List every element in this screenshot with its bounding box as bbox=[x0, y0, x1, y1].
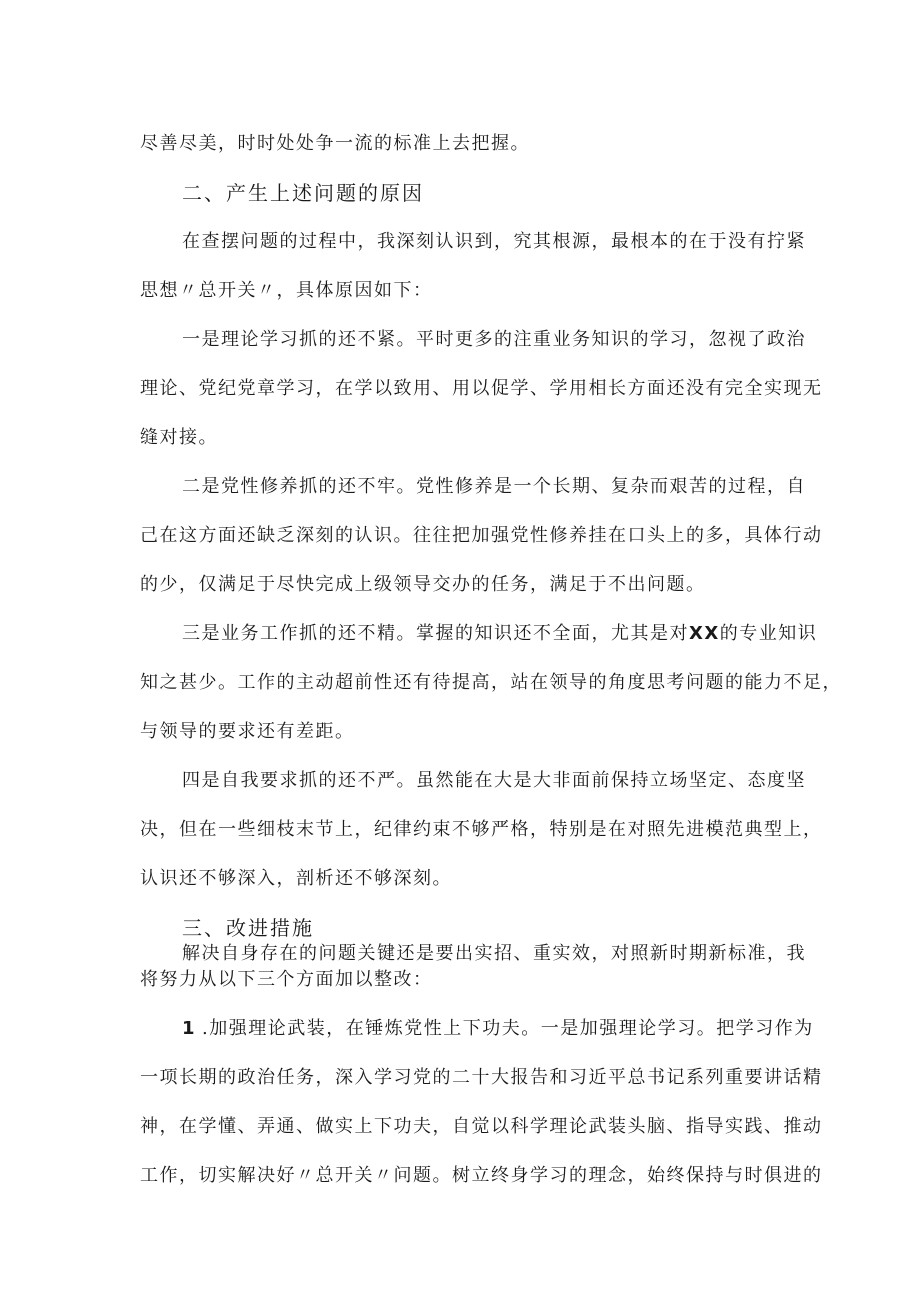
paragraph-line: 与领导的要求还有差距。 bbox=[140, 721, 355, 742]
paragraph-line-item-1 bbox=[182, 1016, 814, 1042]
paragraph-line: 思想〃总开关〃，具体原因如下： bbox=[140, 280, 433, 301]
line-segment: 三是业务工作抓的还不精。掌握的知识还不全面，尤其是对 bbox=[182, 623, 689, 644]
paragraph-line: 工作，切实解决好〃总开关〃问题。树立终身学习的理念，始终保持与时俱进的 bbox=[140, 1165, 823, 1186]
paragraph-line: 在查摆问题的过程中，我深刻认识到，究其根源，最根本的在于没有拧紧 bbox=[182, 231, 806, 252]
section-heading-causes: 二、产生上述问题的原因 bbox=[182, 181, 424, 205]
paragraph-line: 的少，仅满足于尽快完成上级领导交办的任务，满足于不出问题。 bbox=[140, 574, 706, 595]
paragraph-line: 四是自我要求抓的还不严。虽然能在大是大非面前保持立场坚定、态度坚 bbox=[182, 770, 806, 791]
paragraph-line: 尽善尽美，时时处处争一流的标准上去把握。 bbox=[140, 133, 530, 154]
xx-placeholder: XX bbox=[689, 623, 720, 644]
line-segment: .加强理论武装，在锤炼党性上下功夫。一是加强理论学习。把学习作为 bbox=[202, 1018, 814, 1039]
paragraph-line: 己在这方面还缺乏深刻的认识。往往把加强党性修养挂在口头上的多，具体行动 bbox=[140, 525, 823, 546]
paragraph-line: 理论、党纪党章学习，在学以致用、用以促学、学用相长方面还没有完全实现无 bbox=[140, 378, 823, 399]
paragraph-line: 决，但在一些细枝末节上，纪律约束不够严格，特别是在对照先进模范典型上， bbox=[140, 819, 823, 840]
paragraph-line: 二是党性修养抓的还不牢。党性修养是一个长期、复杂而艰苦的过程，自 bbox=[182, 476, 806, 497]
paragraph-line: 解决自身存在的问题关键还是要出实招、重实效，对照新时期新标准，我 bbox=[182, 943, 806, 964]
paragraph-line: 认识还不够深入，剖析还不够深刻。 bbox=[140, 868, 452, 889]
paragraph-line: 神，在学懂、弄通、做实上下功夫，自觉以科学理论武装头脑、指导实践、推动 bbox=[140, 1116, 823, 1137]
paragraph-line: 一项长期的政治任务，深入学习党的二十大报告和习近平总书记系列重要讲话精 bbox=[140, 1067, 823, 1088]
paragraph-line: 缝对接。 bbox=[140, 427, 218, 448]
line-segment: 的专业知识 bbox=[719, 623, 818, 644]
item-number: 1 bbox=[182, 1018, 197, 1039]
paragraph-line: 一是理论学习抓的还不紧。平时更多的注重业务知识的学习，忽视了政治 bbox=[182, 329, 806, 350]
section-heading-measures: 三、改进措施 bbox=[182, 916, 314, 940]
paragraph-line: 将努力从以下三个方面加以整改： bbox=[140, 969, 433, 990]
paragraph-line: 知之甚少。工作的主动超前性还有待提高，站在领导的角度思考问题的能力不足， bbox=[140, 672, 842, 693]
paragraph-line-xx bbox=[182, 621, 818, 647]
